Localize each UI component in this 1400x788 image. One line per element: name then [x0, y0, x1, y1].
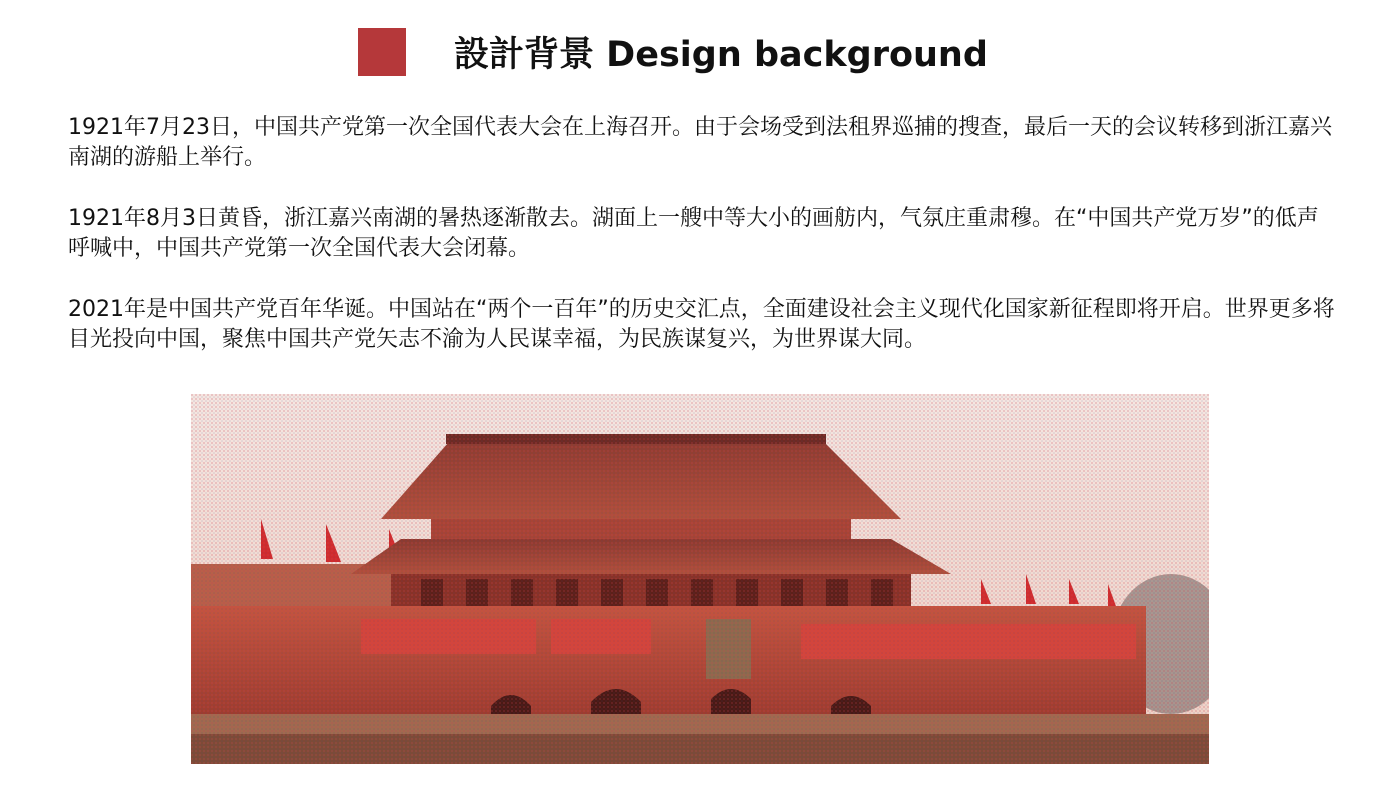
accent-square: [358, 28, 406, 76]
section-header: [358, 27, 988, 77]
paragraph-3: 2021年是中国共产党百年华诞。中国站在“两个一百年”的历史交汇点，全面建设社会主义现代化国家新征程即将开启。世界更多将目光投向中国，聚焦中国共产党矢志不渝为人民谋幸福，为民族谋复兴，为世界谋大同。: [68, 297, 1335, 352]
paragraph-2: 1921年8月3日黄昏，浙江嘉兴南湖的暑热逐渐散去。湖面上一艘中等大小的画舫内，气氛庄重肃穆。在“中国共产党万岁”的低声呼喊中，中国共产党第一次全国代表大会闭幕。: [68, 206, 1319, 261]
tiananmen-illustration: [191, 394, 1209, 764]
body-text: [68, 113, 1338, 386]
page-title: 設計背景 Design background: [454, 35, 988, 75]
paragraph-1: 1921年7月23日，中国共产党第一次全国代表大会在上海召开。由于会场受到法租界巡捕的搜查，最后一天的会议转移到浙江嘉兴南湖的游船上举行。: [68, 115, 1332, 170]
tiananmen-photo: [191, 394, 1209, 764]
